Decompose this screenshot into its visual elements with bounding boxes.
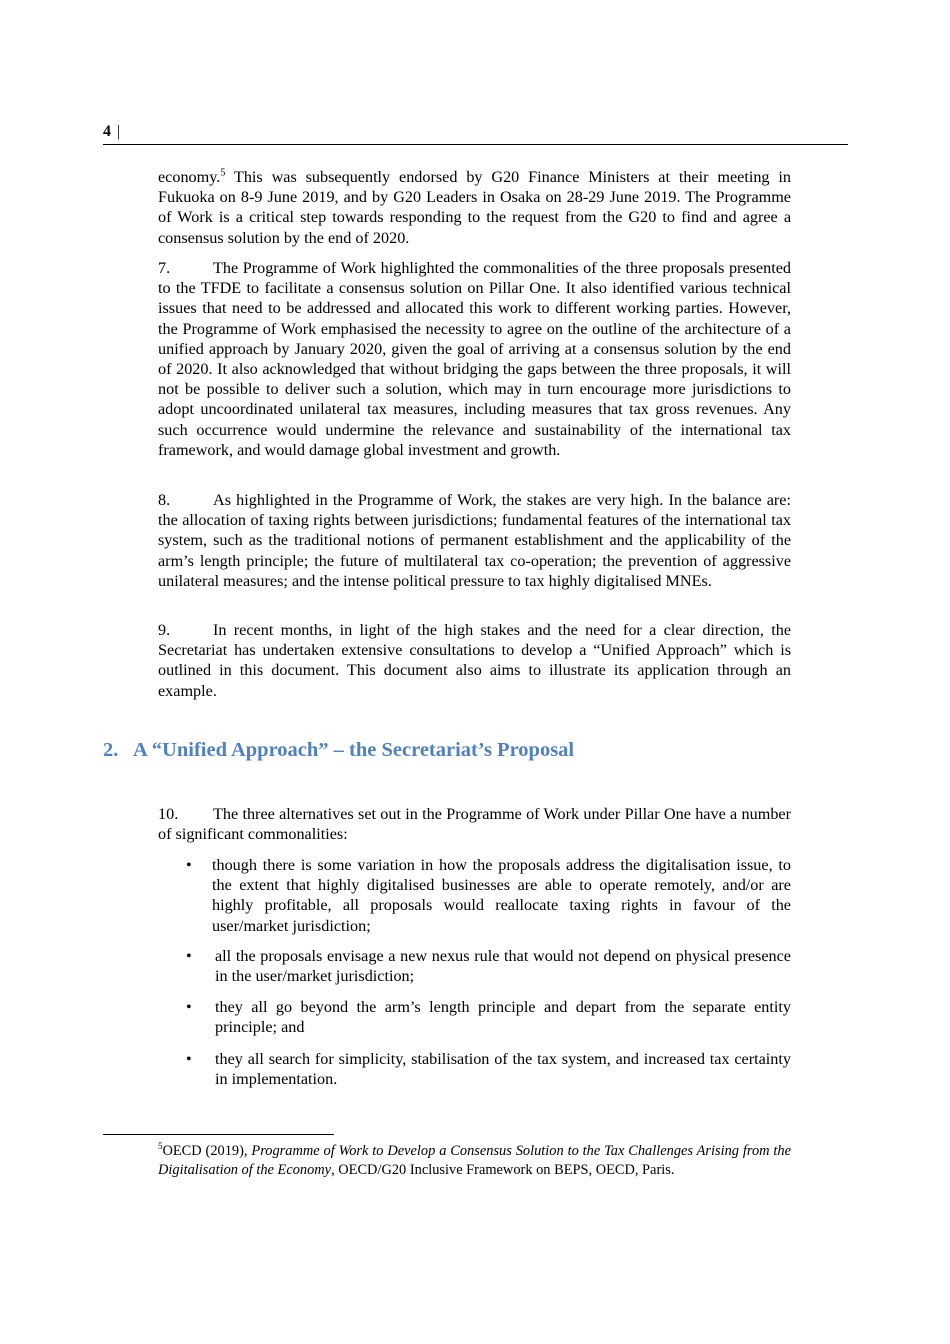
footnote-marker: 5 xyxy=(158,1141,163,1152)
paragraph-6-text-end: This was subsequently endorsed by G20 Finance Ministers at their meeting in Fukuoka on 8-9 June 2019, and by G20 Leaders in Osaka on 28-29 June 2019. The Programme of Work is a critical step towards responding to the request from the G20 to find and agree a consensus solution by the end of 2020. xyxy=(158,168,791,247)
paragraph-number: 10. xyxy=(158,805,179,823)
footnote-title: Programme of Work to Develop a Consensus Solution to the Tax Challenges Arising from the Digitalisation of the Economy xyxy=(158,1143,791,1179)
list-item xyxy=(158,997,791,1037)
list-item-text: though there is some variation in how the proposals address the digitalisation issue, to the extent that highly digitalised businesses are able to operate remotely, and/or are highly profitable, all proposals would reallocate taxing rights in favour of the user/market jurisdiction; xyxy=(212,856,791,935)
page-number: 4 xyxy=(103,123,111,140)
paragraph-8 xyxy=(158,490,791,591)
bullet-icon: • xyxy=(186,1050,192,1068)
paragraph-text: In recent months, in light of the high stakes and the need for a clear direction, the Secretariat has undertaken extensive consultations to develop a “Unified Approach” which is outlined in this document. This document also aims to illustrate its application through an example. xyxy=(158,621,791,700)
footnote xyxy=(158,1142,791,1181)
paragraph-text: The three alternatives set out in the Programme of Work under Pillar One have a number of significant commonalities: xyxy=(158,805,791,844)
footnote-reference[interactable]: 5 xyxy=(220,167,226,179)
bullet-icon: • xyxy=(186,998,192,1016)
footnote-prefix: OECD (2019), xyxy=(162,1143,252,1159)
bullet-icon: • xyxy=(186,856,192,874)
paragraph-number: 7. xyxy=(158,259,171,277)
list-item-text: all the proposals envisage a new nexus rule that would not depend on physical presence in the user/market jurisdiction; xyxy=(215,947,791,986)
footnote-suffix: , OECD/G20 Inclusive Framework on BEPS, OECD, Paris. xyxy=(331,1162,675,1179)
section-title: A “Unified Approach” – the Secretariat’s Proposal xyxy=(133,739,575,761)
paragraph-text: As highlighted in the Programme of Work, the stakes are very high. In the balance are: the allocation of taxing rights between jurisdictions; fundamental features of the international tax system, such as the traditional notions of permanent establishment and the applicability of the arm’s length principle; the future of multilateral tax co-operation; the prevention of aggressive unilateral measures; and the intense political pressure to tax highly digitalised MNEs. xyxy=(158,491,791,590)
paragraph-text: The Programme of Work highlighted the commonalities of the three proposals presented to the TFDE to facilitate a consensus solution on Pillar One. It also identified various technical issues that need to be addressed and allocated this work to different working parties. However, the Programme of Work emphasised the necessity to agree on the outline of the architecture of a unified approach by January 2020, given the goal of arriving at a consensus solution by the end of 2020. It also acknowledged that without bridging the gaps between the three proposals, it will not be possible to deliver such a solution, which may in turn encourage more jurisdictions to adopt uncoordinated unilateral tax measures, including measures that tax gross revenues. Any such occurrence would undermine the relevance and sustainability of the international tax framework, and would damage global investment and growth. xyxy=(158,259,791,459)
list-item xyxy=(158,855,791,936)
list-item xyxy=(158,1049,791,1089)
list-item-text: they all go beyond the arm’s length principle and depart from the separate entity principle; and xyxy=(215,998,791,1037)
paragraph-number: 8. xyxy=(158,491,171,509)
section-number: 2. xyxy=(103,739,119,761)
paragraph-6-continued xyxy=(158,167,791,248)
list-item xyxy=(158,946,791,986)
paragraph-10 xyxy=(158,804,791,844)
paragraph-number: 9. xyxy=(158,621,171,639)
paragraph-7 xyxy=(158,258,791,460)
list-item-text: they all search for simplicity, stabilisation of the tax system, and increased tax certainty in implementation. xyxy=(215,1050,791,1089)
paragraph-6-text-start: economy. xyxy=(158,168,221,186)
paragraph-9 xyxy=(158,620,791,701)
header-separator: | xyxy=(117,123,121,140)
bullet-icon: • xyxy=(186,947,192,965)
page-header xyxy=(103,123,848,145)
section-heading xyxy=(103,739,574,762)
footnote-divider xyxy=(103,1134,334,1135)
